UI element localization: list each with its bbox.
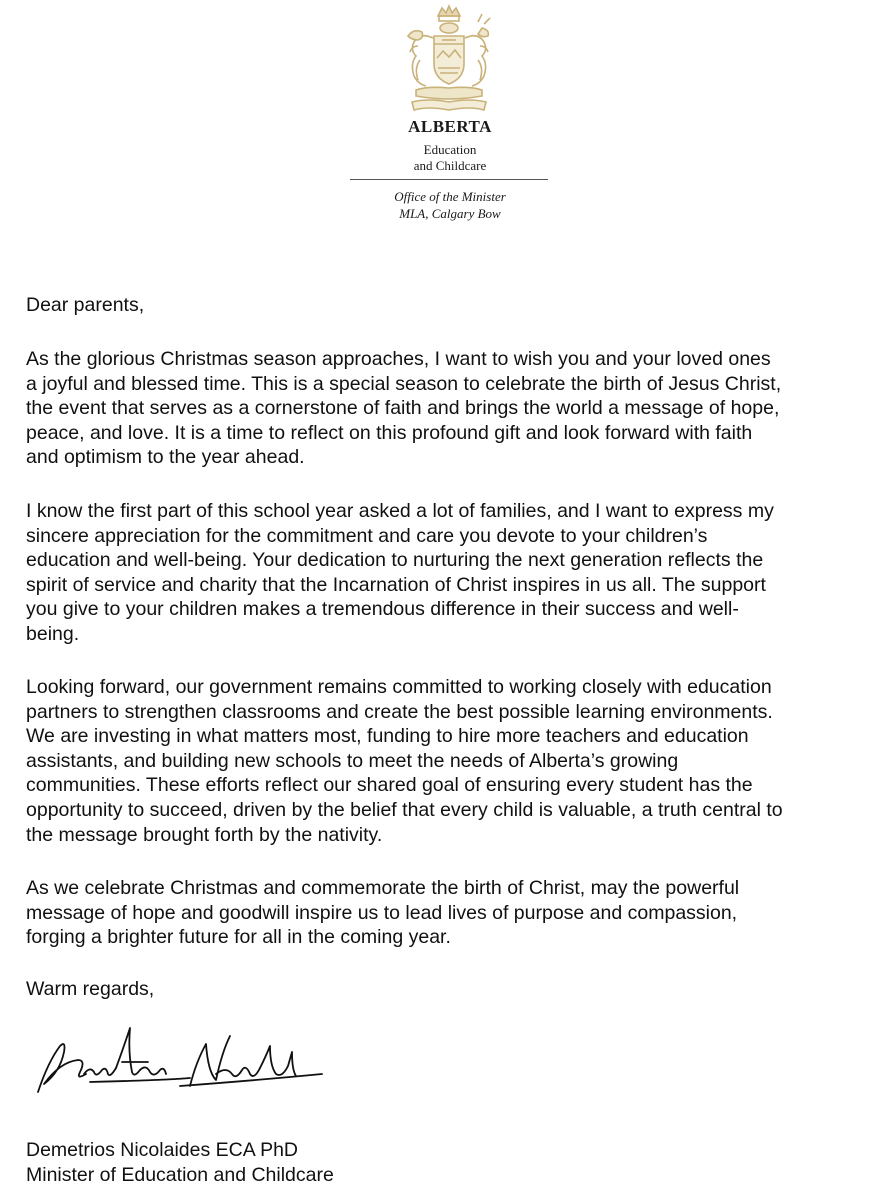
alberta-coat-of-arms-icon xyxy=(398,2,500,118)
text-line: you give to your children makes a tremendous difference in their success and well- xyxy=(26,598,739,621)
office-line-1: Office of the Minister xyxy=(394,189,506,204)
text-line: Looking forward, our government remains committed to working closely with education xyxy=(26,676,772,698)
text-line: education and well-being. Your dedication to nurturing the next generation reflects the xyxy=(26,549,764,572)
text-line: the event that serves as a cornerstone of faith and brings the world a message of hope, xyxy=(26,397,780,420)
office-line-2: MLA, Calgary Bow xyxy=(399,206,501,221)
paragraph-2 xyxy=(26,499,774,647)
text-line: message of hope and goodwill inspire us to lead lives of purpose and compassion, xyxy=(26,901,738,924)
paragraph-3 xyxy=(26,675,783,847)
text-line: peace, and love. It is a time to reflect on this profound gift and look forward with faith xyxy=(26,421,753,444)
ministry-name-line-2: and Childcare xyxy=(413,158,487,173)
text-line: opportunity to succeed, driven by the belief that every child is valuable, a truth central to xyxy=(26,798,783,821)
text-line: As we celebrate Christmas and commemorate the birth of Christ, may the powerful xyxy=(26,877,740,899)
government-name: ALBERTA xyxy=(408,117,492,136)
closing: Warm regards, xyxy=(26,978,155,1000)
text-line: forging a brighter future for all in the coming year. xyxy=(26,926,451,949)
text-line: a joyful and blessed time. This is a special season to celebrate the birth of Jesus Christ, xyxy=(26,372,782,395)
text-line: partners to strengthen classrooms and create the best possible learning environments. xyxy=(26,700,773,723)
handwritten-signature-icon xyxy=(30,1022,330,1102)
paragraph-4 xyxy=(26,876,739,950)
text-line: communities. These efforts reflect our shared goal of ensuring every student has the xyxy=(26,774,753,797)
signatory-title: Minister of Education and Childcare xyxy=(26,1164,334,1186)
paragraph-1 xyxy=(26,347,781,470)
text-line: assistants, and building new schools to meet the needs of Alberta’s growing xyxy=(26,749,679,772)
letterhead-divider xyxy=(350,179,548,180)
text-line: spirit of service and charity that the Incarnation of Christ inspires in us all. The support xyxy=(26,573,766,596)
text-line: I know the first part of this school year asked a lot of families, and I want to express my xyxy=(26,500,774,522)
text-line: and optimism to the year ahead. xyxy=(26,446,305,469)
text-line: As the glorious Christmas season approaches, I want to wish you and your loved ones xyxy=(26,348,771,370)
text-line: the message brought forth by the nativity. xyxy=(26,823,383,846)
ministry-name-line-1: Education xyxy=(423,142,477,157)
text-line: sincere appreciation for the commitment and care you devote to your children’s xyxy=(26,524,708,547)
signatory-name: Demetrios Nicolaides ECA PhD xyxy=(26,1139,299,1161)
text-line: being. xyxy=(26,622,80,645)
salutation: Dear parents, xyxy=(26,294,145,316)
text-line: We are investing in what matters most, funding to hire more teachers and education xyxy=(26,725,749,748)
